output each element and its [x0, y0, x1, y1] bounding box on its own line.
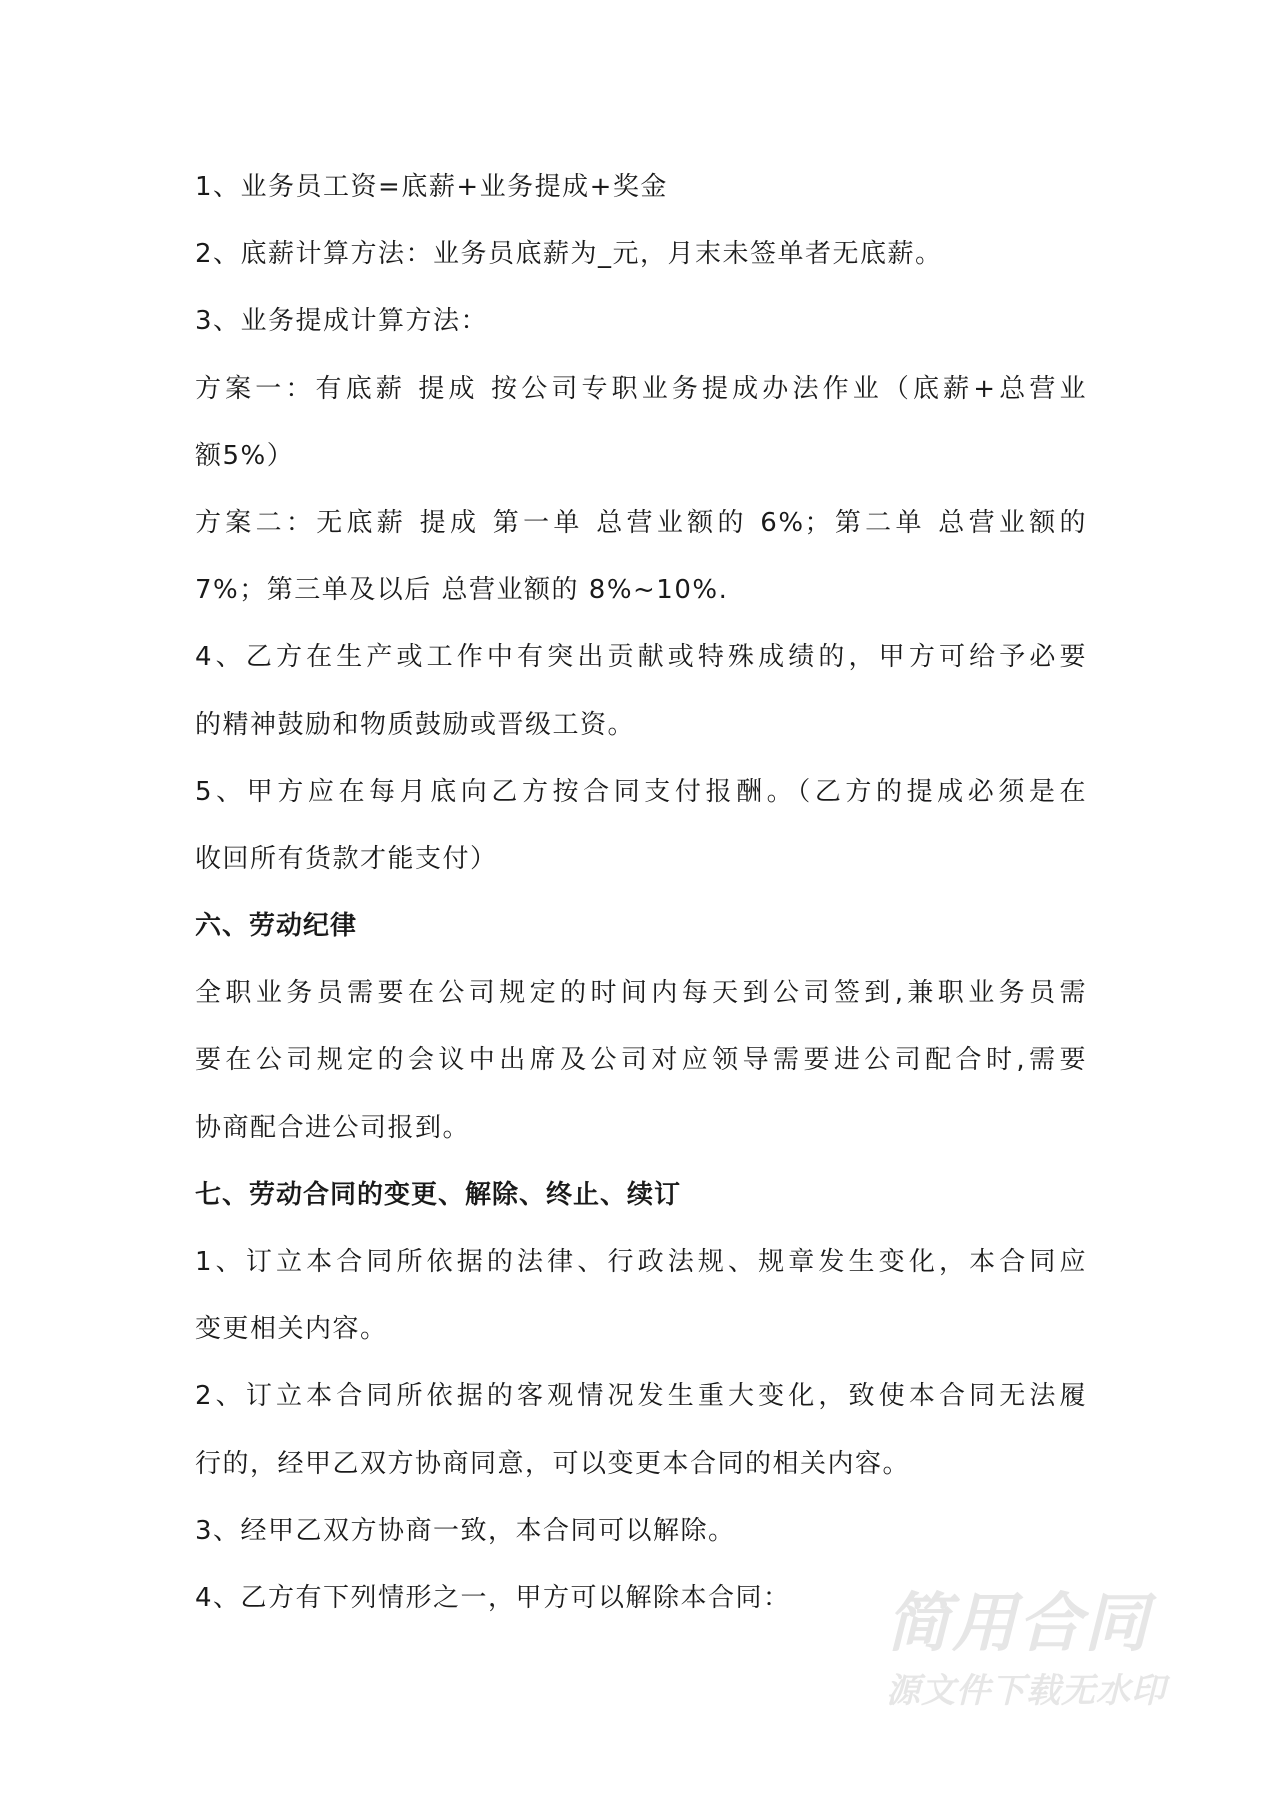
watermark-brand: 简用合同 — [886, 1587, 1150, 1661]
change-clause-2-continuation: 行的，经甲乙双方协商同意，可以变更本合同的相关内容。 — [195, 1448, 911, 1479]
plan-two-line: 方案二：无底薪 提成 第一单 总营业额的 6%；第二单 总营业额的 — [195, 507, 1087, 538]
change-clause-4-line: 4、乙方有下列情形之一，甲方可以解除本合同： — [195, 1582, 791, 1613]
discipline-paragraph-line-2: 要在公司规定的会议中出席及公司对应领导需要进公司配合时,需要 — [195, 1045, 1087, 1076]
discipline-paragraph-line-1: 全职业务员需要在公司规定的时间内每天到公司签到,兼职业务员需 — [195, 978, 1087, 1009]
reward-clause-line: 4、乙方在生产或工作中有突出贡献或特殊成绩的，甲方可给予必要 — [195, 642, 1087, 673]
plan-one-continuation: 额5%） — [195, 440, 295, 471]
base-salary-line: 2、底薪计算方法：业务员底薪为_元，月末未签单者无底薪。 — [195, 239, 943, 270]
watermark-tagline: 源文件下载无水印 — [886, 1671, 1166, 1711]
reward-clause-continuation: 的精神鼓励和物质鼓励或晋级工资。 — [195, 709, 636, 740]
change-clause-3-line: 3、经甲乙双方协商一致，本合同可以解除。 — [195, 1515, 736, 1546]
section-heading-labor-discipline: 六、劳动纪律 — [195, 911, 358, 942]
payment-clause-line: 5、甲方应在每月底向乙方按合同支付报酬。（乙方的提成必须是在 — [195, 776, 1087, 807]
change-clause-1-continuation: 变更相关内容。 — [195, 1314, 388, 1345]
change-clause-1-line: 1、订立本合同所依据的法律、行政法规、规章发生变化，本合同应 — [195, 1247, 1087, 1277]
salary-formula-line: 1、业务员工资=底薪+业务提成+奖金 — [195, 172, 668, 202]
discipline-paragraph-line-3: 协商配合进公司报到。 — [195, 1112, 471, 1143]
commission-method-line: 3、业务提成计算方法： — [195, 306, 489, 337]
payment-clause-continuation: 收回所有货款才能支付） — [195, 843, 498, 874]
plan-two-continuation: 7%；第三单及以后 总营业额的 8%~10%. — [195, 575, 729, 606]
change-clause-2-line: 2、订立本合同所依据的客观情况发生重大变化，致使本合同无法履 — [195, 1381, 1087, 1412]
document-page — [195, 154, 1087, 1632]
section-heading-contract-changes: 七、劳动合同的变更、解除、终止、续订 — [195, 1179, 682, 1210]
plan-one-line: 方案一：有底薪 提成 按公司专职业务提成办法作业（底薪+总营业 — [195, 373, 1087, 404]
